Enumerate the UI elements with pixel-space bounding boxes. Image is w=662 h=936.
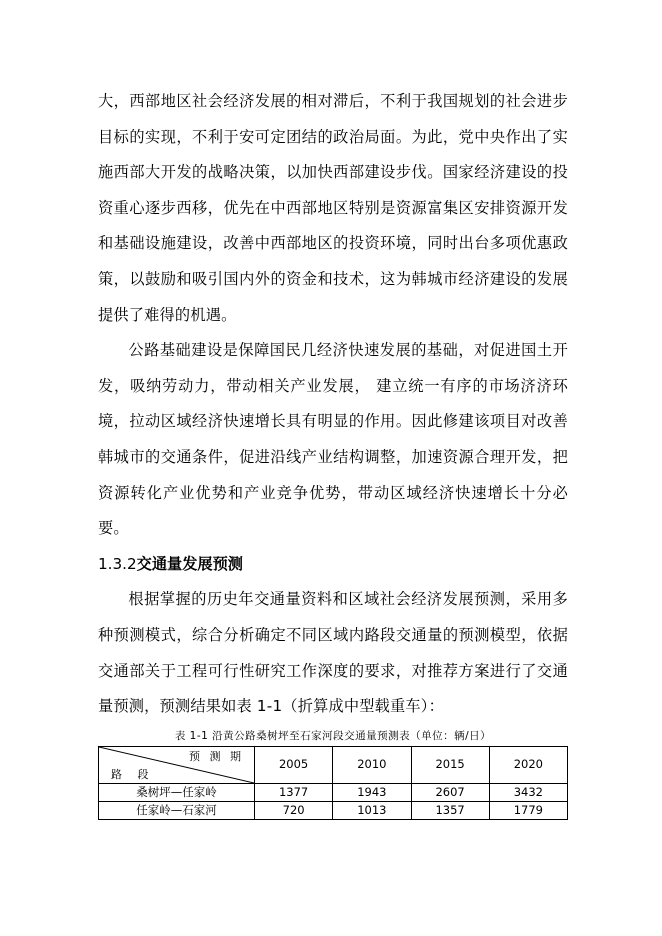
traffic-value: 1377 (255, 783, 333, 801)
year-header: 2015 (411, 746, 489, 783)
year-header: 2010 (333, 746, 411, 783)
traffic-value: 2607 (411, 783, 489, 801)
table-row (99, 801, 568, 819)
traffic-value: 1779 (489, 801, 567, 819)
section-heading (98, 547, 568, 583)
table-corner-cell (99, 746, 255, 783)
table-caption: 表 1-1 沿黄公路桑树坪至石家河段交通量预测表（单位：辆/日） (174, 729, 492, 742)
year-header: 2005 (255, 746, 333, 783)
corner-label-period: 预 测 期 (189, 749, 244, 763)
traffic-value: 720 (255, 801, 333, 819)
traffic-value: 1357 (411, 801, 489, 819)
corner-label-segment: 路 段 (111, 767, 155, 781)
traffic-value: 1013 (333, 801, 411, 819)
document-body (98, 84, 568, 820)
traffic-value: 1943 (333, 783, 411, 801)
section-title: 交通量发展预测 (136, 554, 243, 573)
segment-name: 任家岭—石家河 (99, 801, 255, 819)
table-row (99, 783, 568, 801)
segment-name: 桑树坪—任家岭 (99, 783, 255, 801)
traffic-forecast-table (98, 746, 568, 820)
paragraph-west-development: 大，西部地区社会经济发展的相对滞后，不利于我国规划的社会进步目标的实现，不利于安可定团结的政治局面。为此，党中央作出了实施西部大开发的战略决策，以加快西部建设步伐。国家经济建设的投资重心逐步西移，优先在中西部地区特别是资源富集区安排资源开发和基础设施建设，改善中西部地区的投资环境，同时出台多项优惠政策，以鼓励和吸引国内外的资金和技术，这为韩城市经济建设的发展提供了难得的机遇。 (98, 92, 568, 324)
table-header-row (99, 746, 568, 783)
paragraph-traffic-forecast: 根据掌握的历史年交通量资料和区域社会经济发展预测，采用多种预测模式，综合分析确定不同区域内路段交通量的预测模型，依据交通部关于工程可行性研究工作深度的要求，对推荐方案进行了交通量预测，预测结果如表 1-1（折算成中型载重车）： (98, 590, 568, 716)
year-header: 2020 (489, 746, 567, 783)
traffic-value: 3432 (489, 783, 567, 801)
paragraph-road-infrastructure: 公路基础建设是保障国民几经济快速发展的基础，对促进国土开发，吸纳劳动力，带动相关产业发展， 建立统一有序的市场济济环境，拉动区域经济快速增长具有明显的作用。因此修建该项目对改善韩城市的交通条件，促进沿线产业结构调整，加速资源合理开发，把资源转化产业优势和产业竞争优势，带动区域经济快速增长十分必要。 (98, 341, 568, 538)
section-number: 1.3.2 (98, 554, 137, 573)
